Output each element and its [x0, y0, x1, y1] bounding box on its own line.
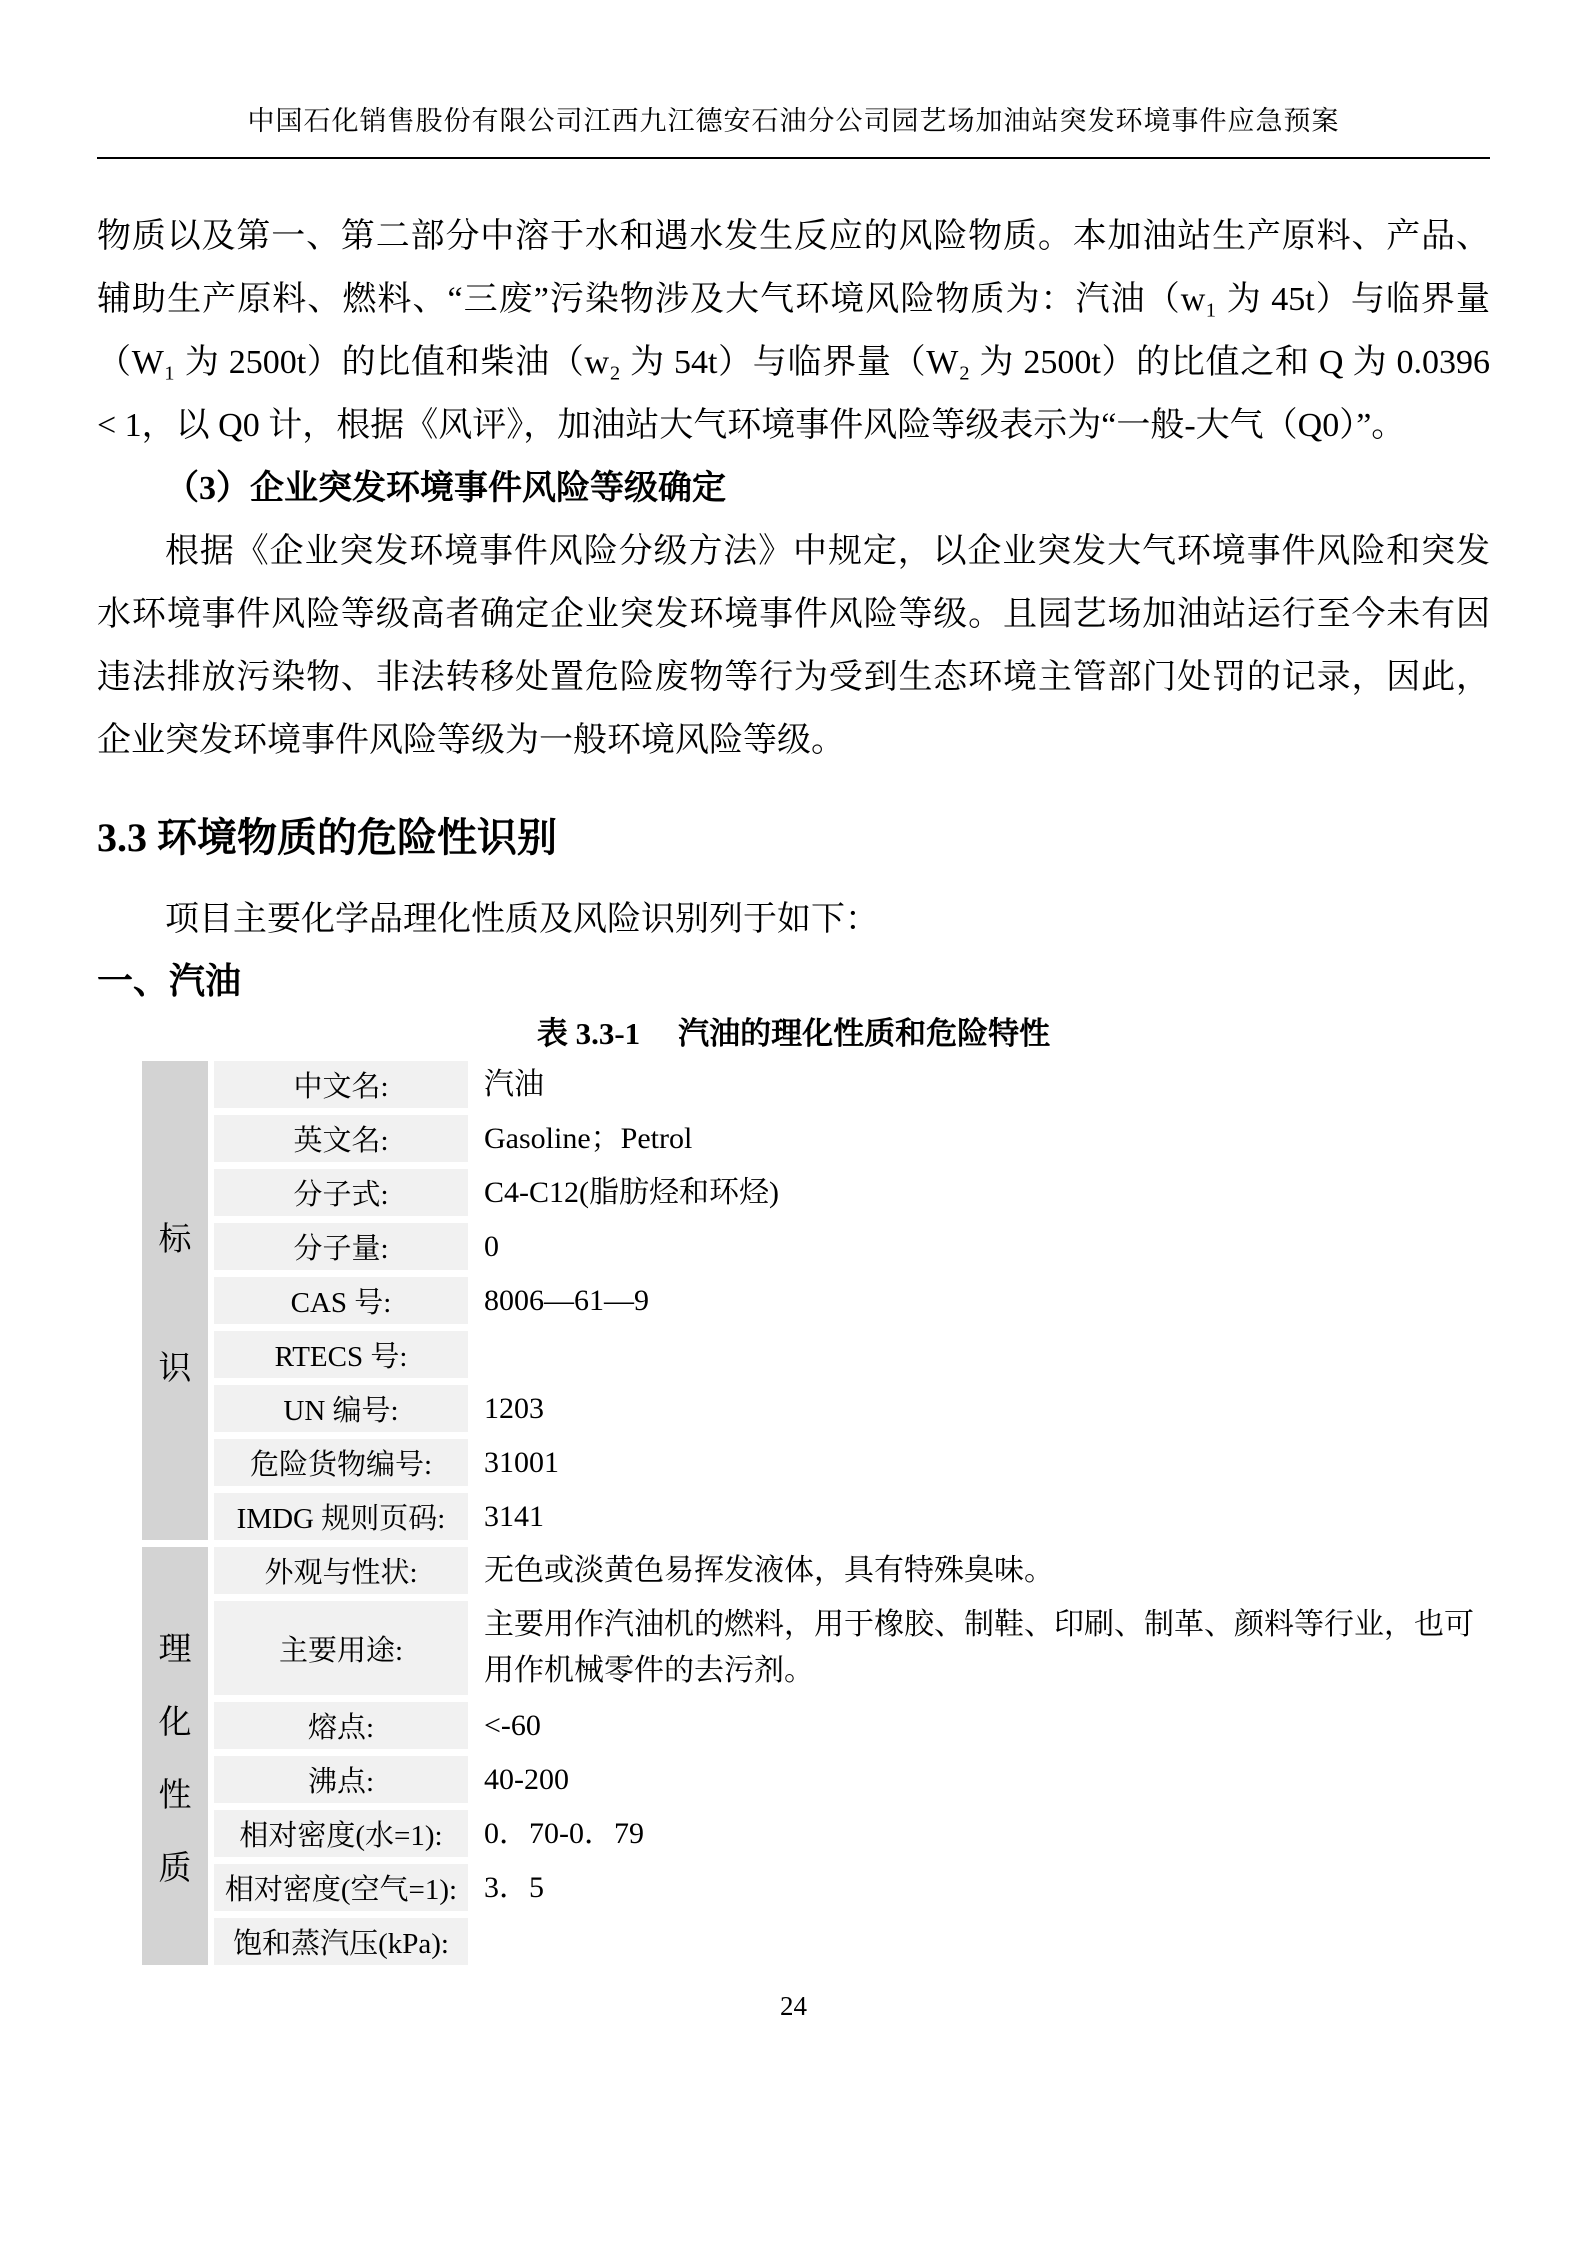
table-group-physicochemical — [142, 1547, 1490, 1965]
table-row-melting-point — [214, 1702, 1490, 1749]
row-value: C4-C12(脂肪烃和环烃) — [484, 1175, 779, 1209]
group-char: 化 — [158, 1705, 192, 1741]
table-caption — [97, 1013, 1490, 1055]
table-row-imdg-page — [214, 1493, 1490, 1540]
group-rows-identification — [214, 1061, 1490, 1540]
table-row-main-uses — [214, 1601, 1490, 1695]
group-char: 性 — [158, 1778, 192, 1814]
group-rows-physicochemical — [214, 1547, 1490, 1965]
page-header — [0, 0, 1587, 159]
table-row-boiling-point — [214, 1756, 1490, 1803]
row-label: 英文名: — [214, 1115, 468, 1162]
paragraph-risk-grading: 根据《企业突发环境事件风险分级方法》中规定，以企业突发大气环境事件风险和突发水环境事件风险等级高者确定企业突发环境事件风险等级。且园艺场加油站运行至今未有因违法排放污染物、非法转移处置危险废物等行为受到生态环境主管部门处罚的记录，因此，企业突发环境事件风险等级为一般环境风险等级。 — [97, 533, 1490, 759]
group-char: 理 — [158, 1632, 192, 1668]
row-value: <-60 — [484, 1708, 541, 1742]
group-char: 质 — [158, 1851, 192, 1887]
table-row-appearance — [214, 1547, 1490, 1594]
row-label: 分子量: — [214, 1223, 468, 1270]
header-title: 中国石化销售股份有限公司江西九江德安石油分公司园艺场加油站突发环境事件应急预案 — [247, 106, 1340, 136]
row-label: 中文名: — [214, 1061, 468, 1108]
row-value: 1203 — [484, 1391, 544, 1425]
paragraph-chemicals-intro: 项目主要化学品理化性质及风险识别列于如下： — [165, 901, 879, 938]
table-row-dangerous-goods-number — [214, 1439, 1490, 1486]
group-char: 识 — [158, 1350, 192, 1387]
row-label: 分子式: — [214, 1169, 468, 1216]
row-label: 熔点: — [214, 1702, 468, 1749]
heading-enterprise-risk-level: （3）企业突发环境事件风险等级确定 — [165, 470, 726, 507]
group-char: 标 — [158, 1221, 192, 1258]
table-row-un-number — [214, 1385, 1490, 1432]
row-value: 0．70-0．79 — [484, 1816, 644, 1850]
section-heading-3-3: 3.3 环境物质的危险性识别 — [97, 815, 557, 860]
gasoline-properties-table — [142, 1061, 1490, 1965]
row-label: 外观与性状: — [214, 1547, 468, 1594]
row-value: 汽油 — [484, 1067, 544, 1101]
row-value: 主要用作汽油机的燃料，用于橡胶、制鞋、印刷、制革、颜料等行业，也可用作机械零件的去污剂。 — [484, 1608, 1474, 1687]
row-value: 40-200 — [484, 1762, 569, 1796]
table-row-english-name — [214, 1115, 1490, 1162]
table-caption-title: 汽油的理化性质和危险特性 — [678, 1016, 1051, 1051]
row-value: 31001 — [484, 1445, 559, 1479]
row-label: 危险货物编号: — [214, 1439, 468, 1486]
header-rule — [97, 157, 1490, 159]
table-row-cas-number — [214, 1277, 1490, 1324]
row-label: 相对密度(水=1): — [214, 1810, 468, 1857]
row-value: 无色或淡黄色易挥发液体，具有特殊臭味。 — [484, 1553, 1054, 1587]
row-label: 相对密度(空气=1): — [214, 1864, 468, 1911]
row-label: IMDG 规则页码: — [214, 1493, 468, 1540]
table-caption-number: 表 3.3-1 — [536, 1016, 641, 1051]
row-value — [474, 1918, 1490, 1965]
row-label: 主要用途: — [214, 1601, 468, 1695]
table-row-rtecs-number — [214, 1331, 1490, 1378]
row-value — [474, 1331, 1490, 1378]
row-label: CAS 号: — [214, 1277, 468, 1324]
row-value: Gasoline；Petrol — [484, 1121, 693, 1155]
table-row-molecular-formula — [214, 1169, 1490, 1216]
subheading-gasoline: 一、汽油 — [97, 961, 242, 1001]
group-label-identification — [142, 1061, 208, 1540]
row-label: 饱和蒸汽压(kPa): — [214, 1918, 468, 1965]
table-row-relative-density-air — [214, 1864, 1490, 1911]
paragraph-risk-substances: 物质以及第一、第二部分中溶于水和遇水发生反应的风险物质。本加油站生产原料、产品、辅助生产原料、燃料、“三废”污染物涉及大气环境风险物质为：汽油（w₁ 为 45t）与临界量（W₁ 为 2500t）的比值和柴油（w₂ 为 54t）与临界量（W₂ 为 2500t）的比值之和 Q 为 0.0396 < 1，以 Q0 计，根据《风评》，加油站大气环境事件风险等级表示为“一般-大气（Q0）”。 — [97, 218, 1490, 444]
table-row-chinese-name — [214, 1061, 1490, 1108]
table-row-molecular-weight — [214, 1223, 1490, 1270]
table-row-saturated-vapor-pressure — [214, 1918, 1490, 1965]
row-value: 3141 — [484, 1499, 544, 1533]
table-row-relative-density-water — [214, 1810, 1490, 1857]
table-group-identification — [142, 1061, 1490, 1540]
row-label: 沸点: — [214, 1756, 468, 1803]
row-value: 0 — [484, 1229, 499, 1263]
group-label-physicochemical — [142, 1547, 208, 1965]
row-label: UN 编号: — [214, 1385, 468, 1432]
row-value: 8006—61—9 — [484, 1283, 649, 1317]
page-number: 24 — [780, 1991, 807, 2021]
row-value: 3．5 — [484, 1870, 544, 1904]
row-label: RTECS 号: — [214, 1331, 468, 1378]
